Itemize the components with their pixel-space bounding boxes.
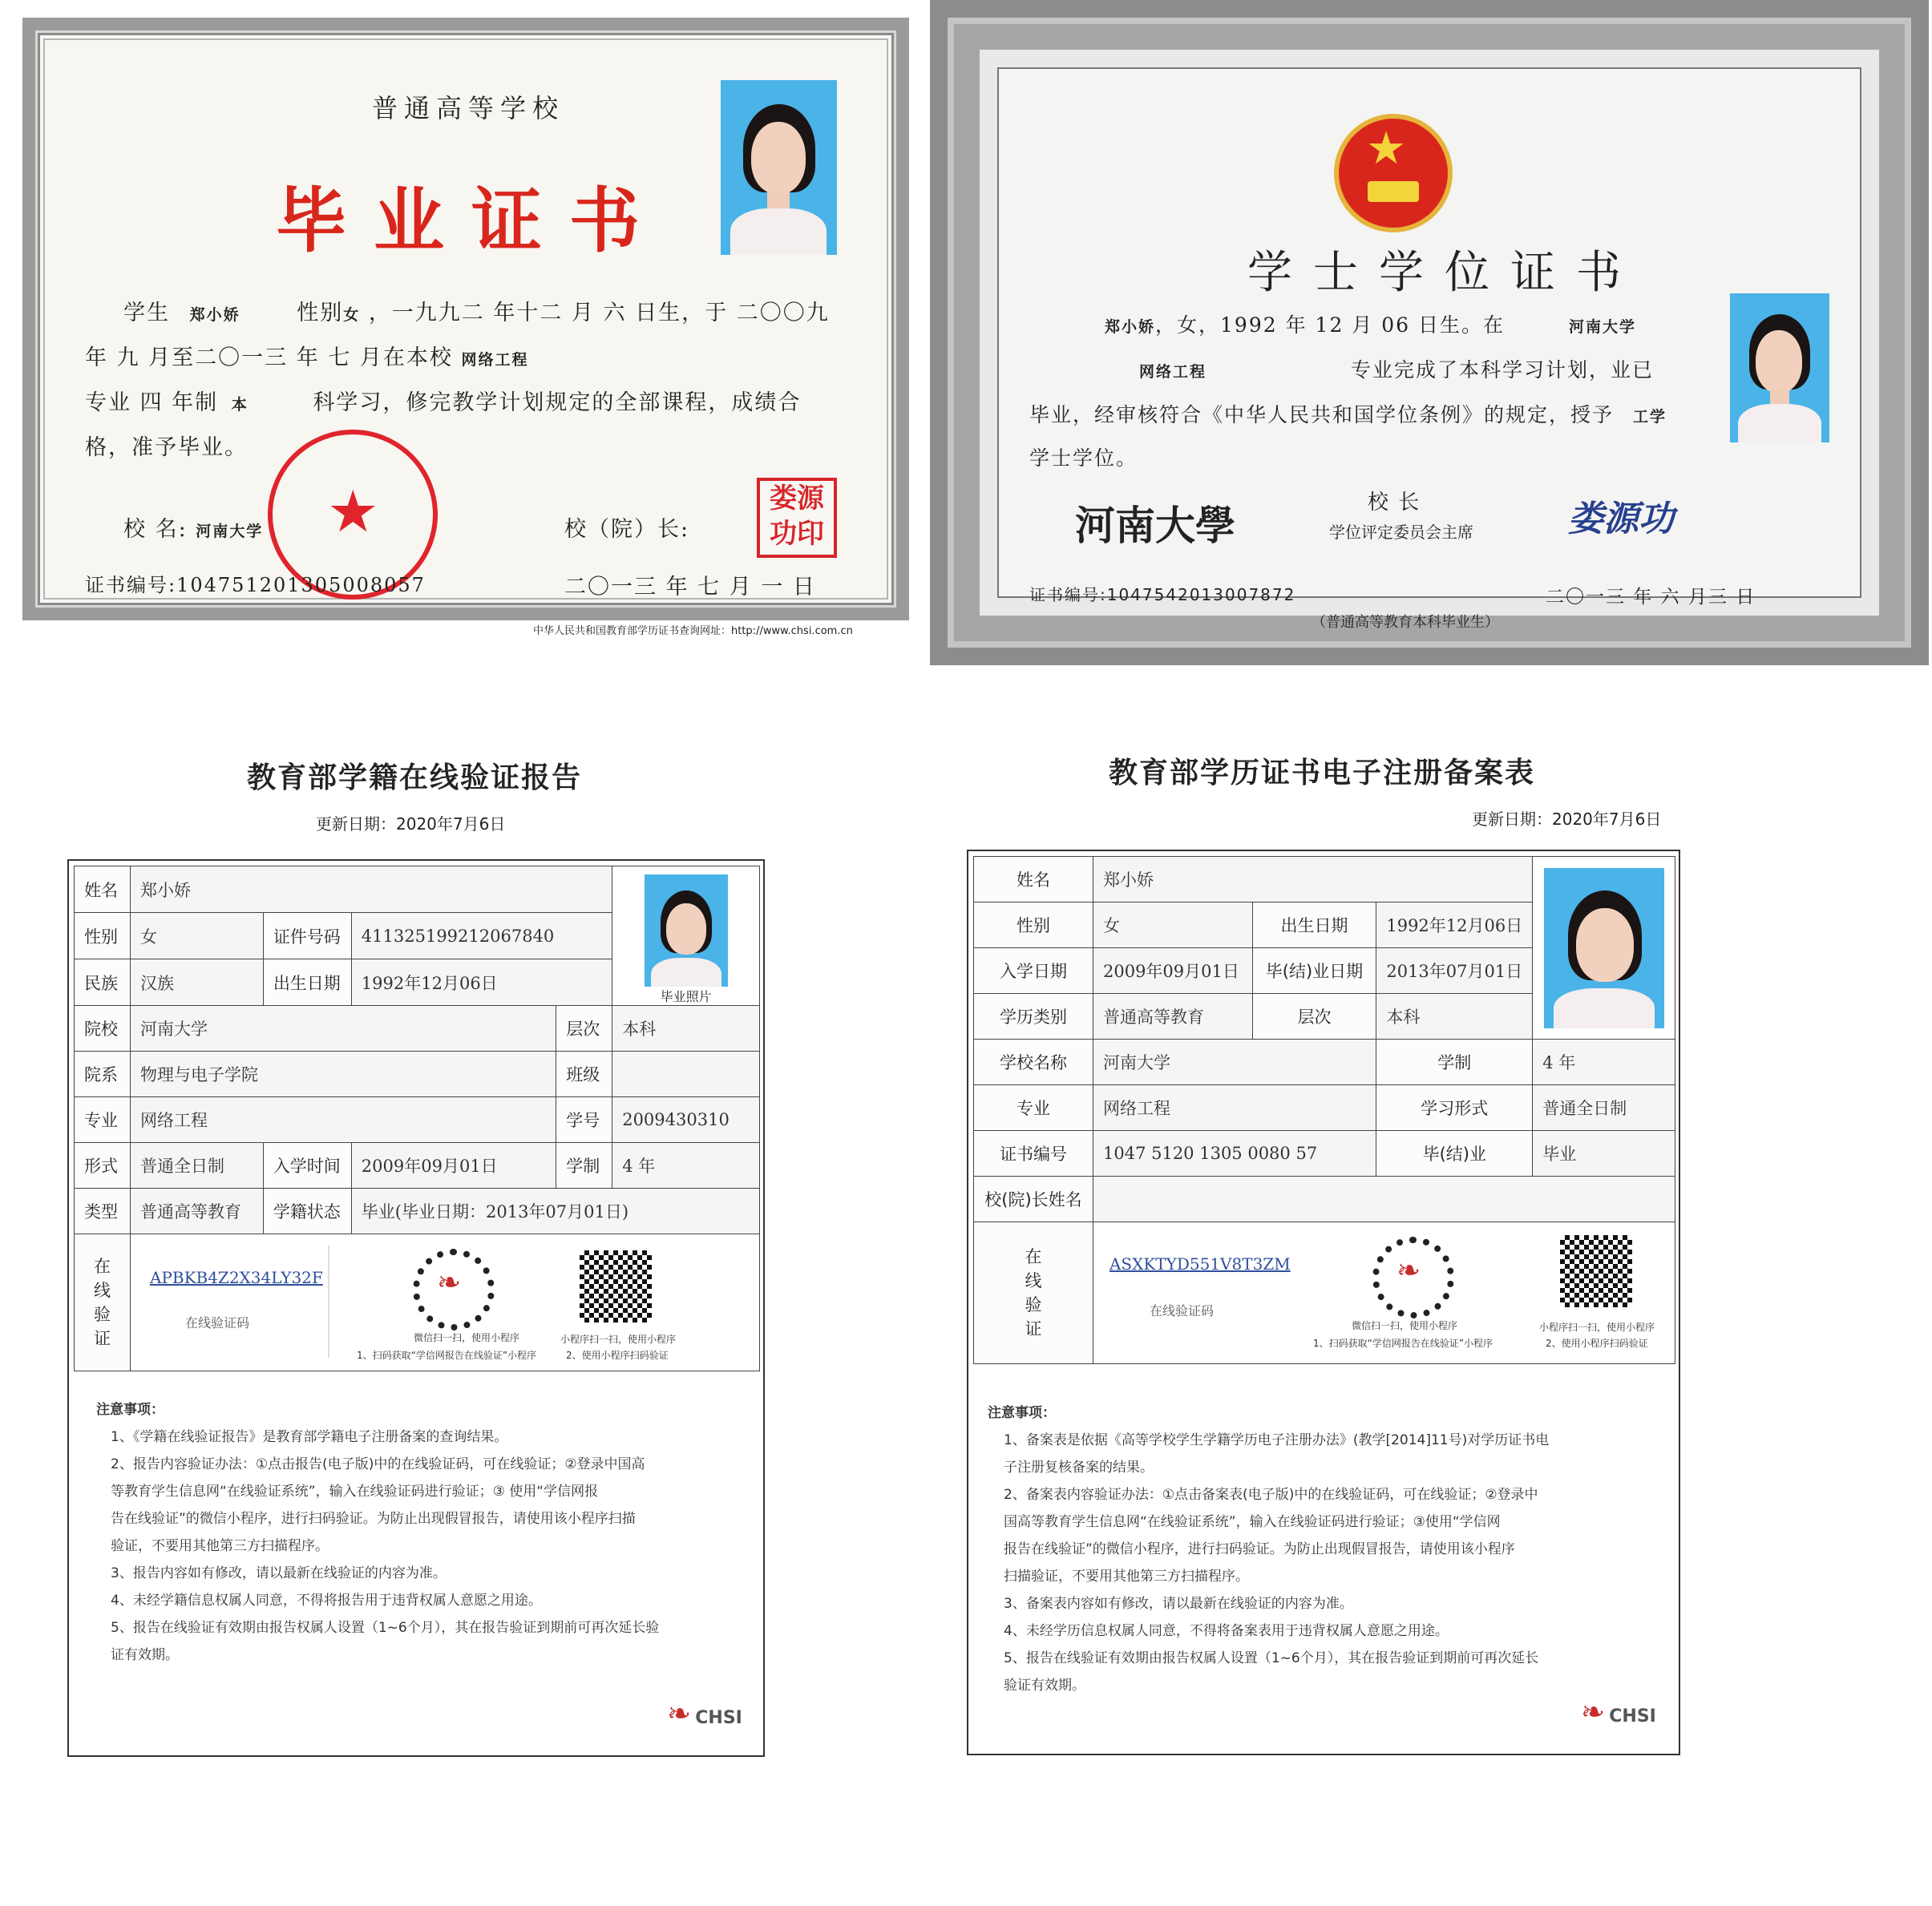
label-school: 校 名: [123,517,188,542]
value-ethnic: 汉族 [130,959,263,1006]
wechat-hint: 微信扫一扫，使用小程序 [1351,1320,1457,1331]
degree-type: 工学 [1632,408,1667,426]
value-class [612,1052,760,1097]
degree-title: 学士学位证书 [1247,247,1642,299]
verify-cell [130,1234,759,1371]
president-seal-text: 娄源功印 [770,483,824,550]
major-name: 网络工程 [461,351,529,369]
degree-school: 河南大学 [1568,318,1636,336]
qr-code-icon[interactable] [580,1250,652,1322]
value-gender: 女 [130,913,263,959]
verify-char-4: 证 [93,1329,111,1348]
note-line: 2、报告内容验证办法：①点击报告(电子版)中的在线验证码，可在线验证；②登录中国高 [111,1456,645,1472]
label-name: 姓名 [75,866,131,913]
degree-date: 二〇一三 年 六 月三 日 [1546,587,1756,608]
graduation-certificate [22,18,909,620]
miniprogram-hint: 小程序扫一扫，使用小程序 [560,1334,676,1345]
value-gender: 女 [1093,903,1252,948]
verify-char-1: 在 [93,1257,111,1276]
verify-code-caption: 在线验证码 [184,1315,249,1331]
label-president: 校 长 [1368,491,1421,515]
note-line: 证有效期。 [111,1647,179,1663]
verify-label [974,1222,1093,1364]
label-form: 形式 [75,1143,131,1189]
report2-photo [1544,868,1664,1028]
note-line: 3、备案表内容如有修改，请以最新在线验证的内容为准。 [1004,1596,1353,1612]
note-line: 告在线验证”的微信小程序，进行扫码验证。为防止出现假冒报告，请使用该小程序扫描 [111,1511,636,1527]
label-gender: 性别 [75,913,131,959]
report2-updated: 更新日期：2020年7月6日 [1472,810,1662,829]
value-form: 普通全日制 [130,1143,263,1189]
chsi-logo [667,1698,742,1730]
report2-sheet [967,850,1680,1755]
label-ethnic: 民族 [75,959,131,1006]
label-grad: 毕(结)业日期 [1252,948,1376,994]
student-name: 郑小娇 [189,306,240,324]
value-major: 网络工程 [1093,1085,1376,1131]
degree-cert-line [1029,582,1295,605]
photo-cell [1533,857,1675,1040]
note-line: 2、备案表内容验证办法：①点击备案表(电子版)中的在线验证码，可在线验证；②登录中 [1004,1487,1538,1503]
chsi-logo [1581,1696,1656,1729]
value-name: 郑小娇 [130,866,612,913]
report2-table [973,856,1675,1364]
note-line: 验证，不要用其他第三方扫描程序。 [111,1538,329,1554]
label-birth: 出生日期 [1252,903,1376,948]
notes-heading: 注意事项： [96,1402,164,1418]
label-committee-chair: 学位评定委员会主席 [1329,523,1473,542]
degree-line-4: 学士学位。 [1029,446,1138,470]
president-seal [757,478,837,558]
label-years: 学制 [556,1143,612,1189]
verification-website: 中华人民共和国教育部学历证书查询网址：http://www.chsi.com.cn [533,625,853,637]
degree-line-2 [1139,354,1654,383]
label-level: 层次 [1252,994,1376,1040]
report2-notes [988,1399,1661,1699]
star-icon: ★ [327,478,379,545]
miniprogram-hint: 小程序扫一扫，使用小程序 [1538,1322,1655,1333]
wechat-step: 1、扫码获取“学信网报告在线验证”小程序 [356,1350,537,1361]
degree-panel [997,67,1861,631]
degree-regulation-text: 毕业，经审核符合《中华人民共和国学位条例》的规定，授予 [1029,403,1615,426]
report1-photo [645,874,728,987]
label-student: 学生 [123,301,170,325]
cert-number-line [85,569,426,597]
certificate-subtitle: 普通高等学校 [372,93,565,123]
verify-char-1: 在 [1025,1247,1042,1266]
diploma-line-1 [123,295,830,326]
photo-caption: 毕业照片 [660,989,712,1004]
label-president: 校(院)长姓名 [974,1177,1093,1222]
value-sno: 2009430310 [612,1097,760,1143]
label-enroll: 入学日期 [974,948,1093,994]
miniprogram-step: 2、使用小程序扫码验证 [1545,1338,1648,1349]
verify-code-link[interactable]: ASXKTYD551V8T3ZM [1109,1254,1291,1274]
label-form: 学习形式 [1376,1085,1533,1131]
note-line: 验证有效期。 [1004,1678,1085,1694]
note-line: 1、《学籍在线验证报告》是教育部学籍电子注册备案的查询结果。 [111,1429,508,1445]
issue-date: 二〇一三 年 七 月 一 日 [564,575,816,600]
report1-title: 教育部学籍在线验证报告 [247,761,583,794]
label-result: 毕(结)业 [1376,1131,1533,1177]
qr-code-icon[interactable] [1560,1235,1632,1307]
label-major: 专业 [974,1085,1093,1131]
value-result: 毕业 [1533,1131,1675,1177]
divider [328,1246,329,1358]
label-cert-no: 证书编号: [85,574,177,596]
label-type: 类型 [75,1189,131,1234]
label-birth: 出生日期 [263,959,351,1006]
president-signature: 娄源功 [1568,499,1674,539]
degree-cert-number: 1047542013007872 [1106,585,1296,604]
value-level: 本科 [1376,994,1533,1040]
value-major: 网络工程 [130,1097,556,1143]
label-years: 学制 [1376,1040,1533,1085]
report1-notes [96,1396,738,1669]
completion-text: 科学习，修完教学计划规定的全部课程，成绩合 [313,390,802,415]
value-type: 普通高等教育 [130,1189,263,1234]
note-line: 子注册复核备案的结果。 [1004,1460,1154,1476]
label-school: 院校 [75,1006,131,1052]
chsi-bird-icon: ❧ [667,1698,692,1730]
label-class: 班级 [556,1052,612,1097]
school-line [123,511,263,543]
degree-birth: ，女，1992 年 12 月 06 日生。在 [1155,313,1505,337]
certificate-title: 毕业证书 [276,180,668,262]
study-period: 年 九 月至二〇一三 年 七 月在本校 [85,345,453,370]
label-school: 学校名称 [974,1040,1093,1085]
label-gender: 性别 [297,301,344,325]
label-name: 姓名 [974,857,1093,903]
label-sno: 学号 [556,1097,612,1143]
degree-line-1 [1105,309,1636,338]
value-birth: 1992年12月06日 [1376,903,1533,948]
verify-char-4: 证 [1025,1319,1042,1339]
verify-code-link[interactable]: APBKB4Z2X34LY32F [149,1268,323,1287]
verify-char-2: 线 [93,1281,111,1300]
degree-footer: （普通高等教育本科毕业生） [1312,614,1499,631]
degree-major: 网络工程 [1139,363,1207,381]
value-birth: 1992年12月06日 [351,959,612,1006]
note-line: 5、报告在线验证有效期由报告权属人设置（1~6个月），其在报告验证到期前可再次延长 [1004,1650,1539,1666]
value-school: 河南大学 [130,1006,556,1052]
wechat-qr-icon[interactable]: ❧ [413,1249,495,1331]
wechat-hint: 微信扫一扫，使用小程序 [413,1332,519,1343]
diploma-line-2 [85,340,529,371]
student-photo [721,80,837,255]
diploma-line-3 [85,385,801,416]
degree-photo [1730,293,1829,442]
miniprogram-step: 2、使用小程序扫码验证 [565,1350,669,1361]
note-line: 扫描验证，不要用其他第三方扫描程序。 [1004,1569,1249,1585]
verify-char-3: 验 [93,1305,111,1324]
label-dept: 院系 [75,1052,131,1097]
student-gender: 女 [343,306,361,324]
label-major: 专业 [75,1097,131,1143]
label-category: 学历类别 [974,994,1093,1040]
note-line: 4、未经学历信息权属人同意，不得将备案表用于违背权属人意愿之用途。 [1004,1623,1449,1639]
value-school: 河南大学 [1093,1040,1376,1085]
degree-certificate [930,0,1929,665]
verify-code-caption: 在线验证码 [1149,1303,1214,1318]
label-enroll: 入学时间 [263,1143,351,1189]
label-id: 证件号码 [263,913,351,959]
wechat-step: 1、扫码获取“学信网报告在线验证”小程序 [1312,1338,1493,1349]
report1-sheet [67,859,765,1757]
chsi-logo-text: CHSI [695,1708,742,1728]
verify-char-3: 验 [1025,1295,1042,1314]
label-level: 层次 [556,1006,612,1052]
national-emblem-icon: ★ [1334,114,1453,232]
birth-and-start: ，一九九二 年十二 月 六 日生，于 二〇〇九 [368,301,830,325]
degree-line-3 [1029,399,1667,428]
notes-heading: 注意事项： [988,1405,1056,1421]
diploma-line-4: 格，准予毕业。 [85,435,248,460]
wechat-qr-icon[interactable]: ❧ [1372,1237,1454,1318]
value-id: 411325199212067840 [351,913,612,959]
school-calligraphy: 河南大學 [1075,502,1235,549]
note-line: 4、未经学籍信息权属人同意，不得将报告用于违背权属人意愿之用途。 [111,1593,542,1609]
report1-updated: 更新日期：2020年7月6日 [316,814,506,834]
value-form: 普通全日制 [1533,1085,1675,1131]
label-degree-cert: 证书编号: [1029,585,1107,604]
value-years: 4 年 [1533,1040,1675,1085]
label-status: 学籍状态 [263,1189,351,1234]
value-years: 4 年 [612,1143,760,1189]
value-cert: 1047 5120 1305 0080 57 [1093,1131,1376,1177]
value-level: 本科 [612,1006,760,1052]
report2-title: 教育部学历证书电子注册备案表 [1109,757,1536,789]
label-gender: 性别 [974,903,1093,948]
photo-cell [612,866,760,1006]
value-category: 普通高等教育 [1093,994,1252,1040]
report1-table [74,866,760,1371]
chsi-logo-text: CHSI [1609,1706,1656,1726]
value-enroll: 2009年09月01日 [1093,948,1252,994]
note-line: 3、报告内容如有修改，请以最新在线验证的内容为准。 [111,1565,447,1581]
degree-completion: 专业完成了本科学习计划，业已 [1350,358,1654,382]
note-line: 报告在线验证”的微信小程序，进行扫码验证。为防止出现假冒报告，请使用该小程序 [1004,1541,1515,1557]
verify-cell [1093,1222,1675,1364]
verify-char-2: 线 [1025,1271,1042,1290]
cert-number: 104751201305008057 [176,574,426,596]
study-level: 本 [231,396,249,414]
school-name: 河南大学 [196,523,264,540]
duration: 专业 四 年制 [85,390,219,415]
note-line: 1、备案表是依据《高等学校学生学籍学历电子注册办法》(教学[2014]11号)对学历证书电 [1004,1432,1550,1448]
value-status: 毕业(毕业日期：2013年07月01日) [351,1189,759,1234]
value-enroll: 2009年09月01日 [351,1143,556,1189]
value-grad: 2013年07月01日 [1376,948,1533,994]
label-president: 校（院）长: [564,517,690,542]
label-cert: 证书编号 [974,1131,1093,1177]
degree-name: 郑小娇 [1105,318,1156,336]
note-line: 国高等教育学生信息网“在线验证系统”，输入在线验证码进行验证；③使用“学信网 [1004,1514,1501,1530]
chsi-bird-icon: ❧ [1581,1696,1606,1729]
value-dept: 物理与电子学院 [130,1052,556,1097]
value-name: 郑小娇 [1093,857,1532,903]
value-president [1093,1177,1675,1222]
note-line: 5、报告在线验证有效期由报告权属人设置（1~6个月），其在报告验证到期前可再次延长验 [111,1620,660,1636]
verify-label [75,1234,131,1371]
note-line: 等教育学生信息网“在线验证系统”，输入在线验证码进行验证；③ 使用“学信网报 [111,1484,599,1500]
